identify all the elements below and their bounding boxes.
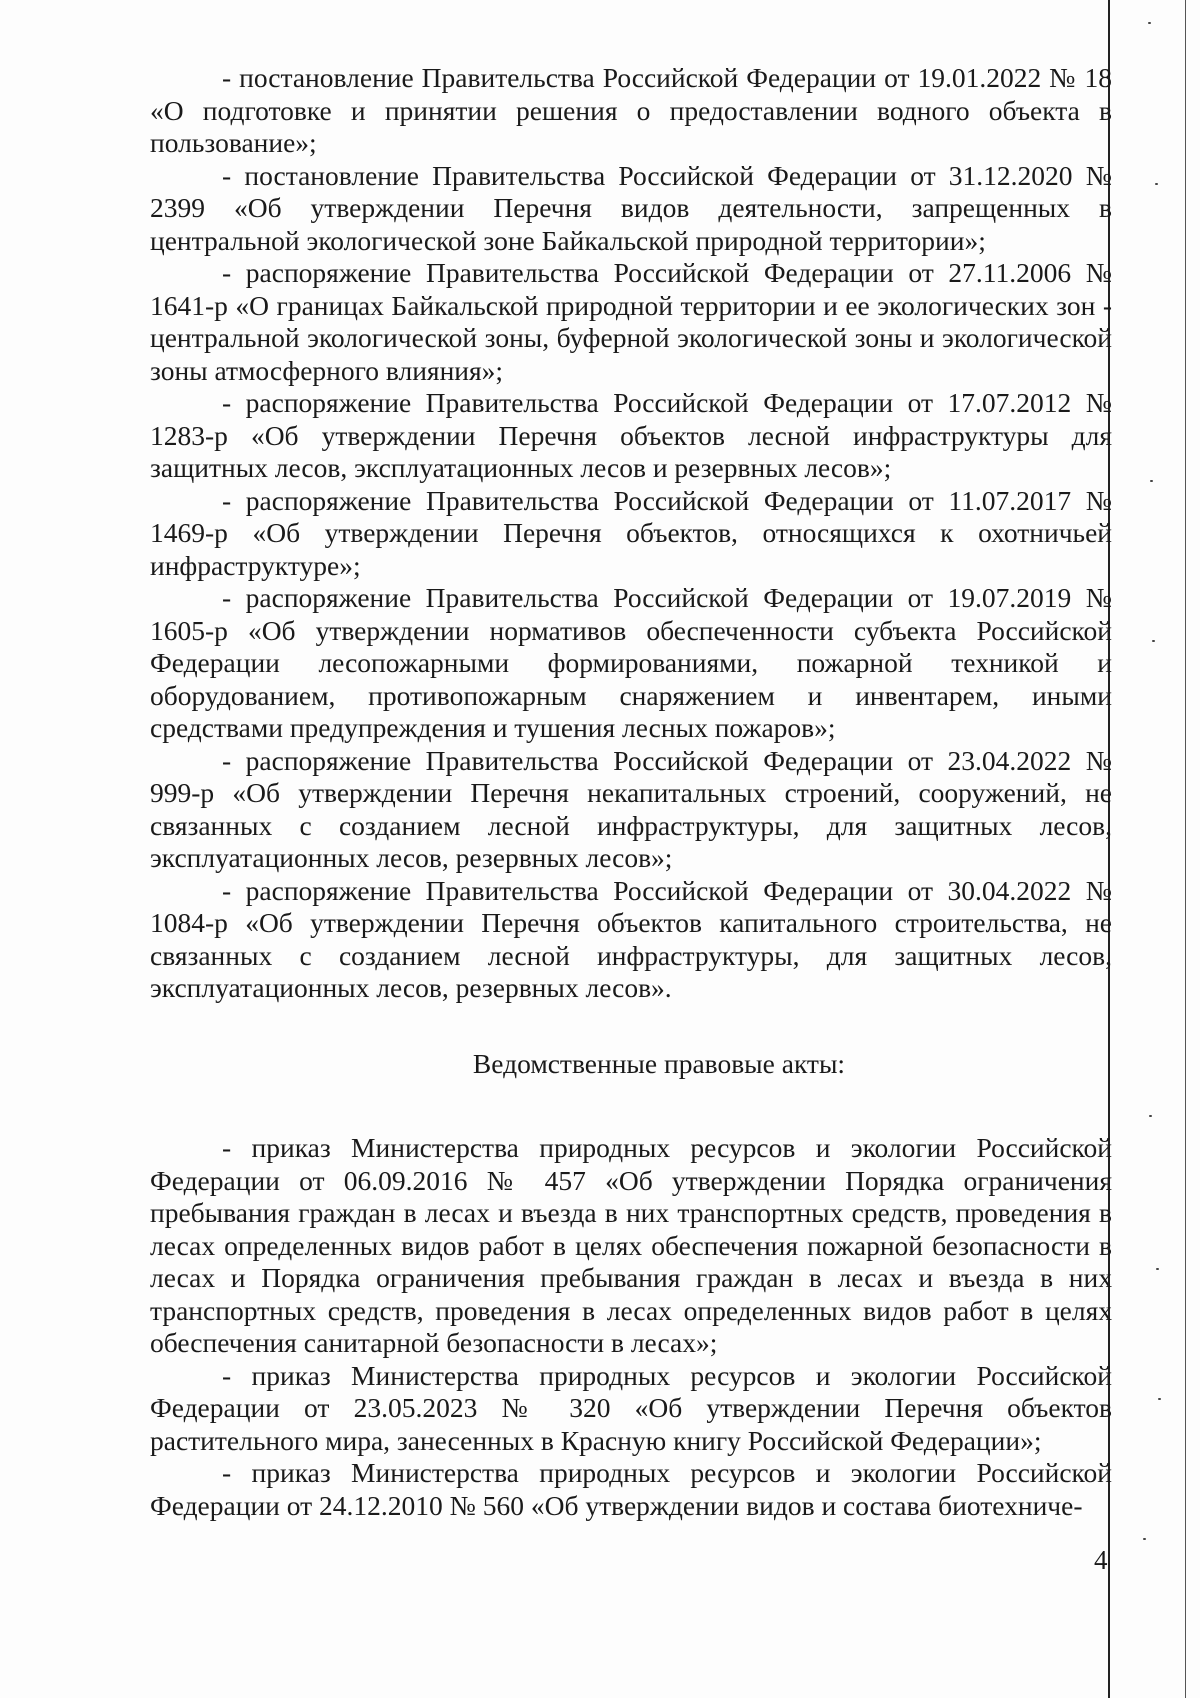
scan-speck <box>1158 1398 1161 1400</box>
legal-act-item: - распоряжение Правительства Российской Федерации от 17.07.2012 № 1283-р «Об утверждении Перечня объектов лесной инфраструктуры для защитных лесов, эксплуатационных лесов и резервных лесов»; <box>150 387 1112 483</box>
legal-act-item: - приказ Министерства природных ресурсов и экологии Российской Федерации от 06.09.2016 № 457 «Об утверждении Порядка ограничения пребывания граждан в лесах и въезда в них транспортных средств, проведения в лесах определенных видов работ в целях обеспечения пожарной безопасности в лесах и Порядка ограничения пребывания граждан в лесах и въезда в них транспортных средств, проведения в лесах определенных видов работ в целях обеспечения санитарной безопасности в лесах»; <box>150 1132 1112 1358</box>
scan-speck <box>1143 1538 1146 1540</box>
legal-act-item: - постановление Правительства Российской Федерации от 19.01.2022 № 18 «О подготовке и принятии решения о предоставлении водного объекта в пользование»; <box>150 62 1112 158</box>
legal-act-item: - распоряжение Правительства Российской Федерации от 30.04.2022 № 1084-р «Об утверждении Перечня объектов капитального строительства, не связанных с созданием лесной инфраструктуры, для защитных лесов, эксплуатационных лесов, резервных лесов». <box>150 874 1112 1003</box>
section-heading: Ведомственные правовые акты: <box>472 1047 846 1079</box>
page-number: 4 <box>1094 1545 1108 1575</box>
legal-act-item: - приказ Министерства природных ресурсов и экологии Российской Федерации от 24.12.2010 № 560 «Об утверждении видов и состава биотехниче- <box>150 1457 1112 1521</box>
scan-border-line <box>1185 0 1186 1698</box>
legal-act-item: - приказ Министерства природных ресурсов и экологии Российской Федерации от 23.05.2023 № 320 «Об утверждении Перечня объектов растительного мира, занесенных в Красную книгу Российской Федерации»; <box>150 1359 1112 1456</box>
document-body <box>150 62 1112 1522</box>
legal-act-item: - распоряжение Правительства Российской Федерации от 11.07.2017 № 1469-р «Об утверждении Перечня объектов, относящихся к охотничьей инфраструктуре»; <box>150 484 1112 581</box>
scan-speck <box>1148 22 1151 24</box>
scan-speck <box>1152 640 1155 642</box>
scan-speck <box>1156 1268 1159 1270</box>
legal-act-item: - распоряжение Правительства Российской Федерации от 27.11.2006 № 1641-р «О границах Байкальской природной территории и ее экологических зон - центральной экологической зоны, буферной экологической зоны и экологической зоны атмосферного влияния»; <box>150 257 1112 386</box>
scan-speck <box>1149 1115 1152 1117</box>
legal-act-item: - распоряжение Правительства Российской Федерации от 19.07.2019 № 1605-р «Об утверждении нормативов обеспеченности субъекта Российской Федерации лесопожарными формированиями, пожарной техникой и оборудованием, противопожарным снаряжением и инвентарем, иными средствами предупреждения и тушения лесных пожаров»; <box>150 582 1112 743</box>
scan-speck <box>1155 183 1158 185</box>
legal-act-item: - постановление Правительства Российской Федерации от 31.12.2020 № 2399 «Об утверждении Перечня видов деятельности, запрещенных в центральной экологической зоне Байкальской природной территории»; <box>150 159 1112 256</box>
scan-speck <box>1150 480 1153 482</box>
legal-act-item: - распоряжение Правительства Российской Федерации от 23.04.2022 № 999-р «Об утверждении Перечня некапитальных строений, сооружений, не связанных с созданием лесной инфраструктуры, для защитных лесов, эксплуатационных лесов, резервных лесов»; <box>150 744 1112 873</box>
